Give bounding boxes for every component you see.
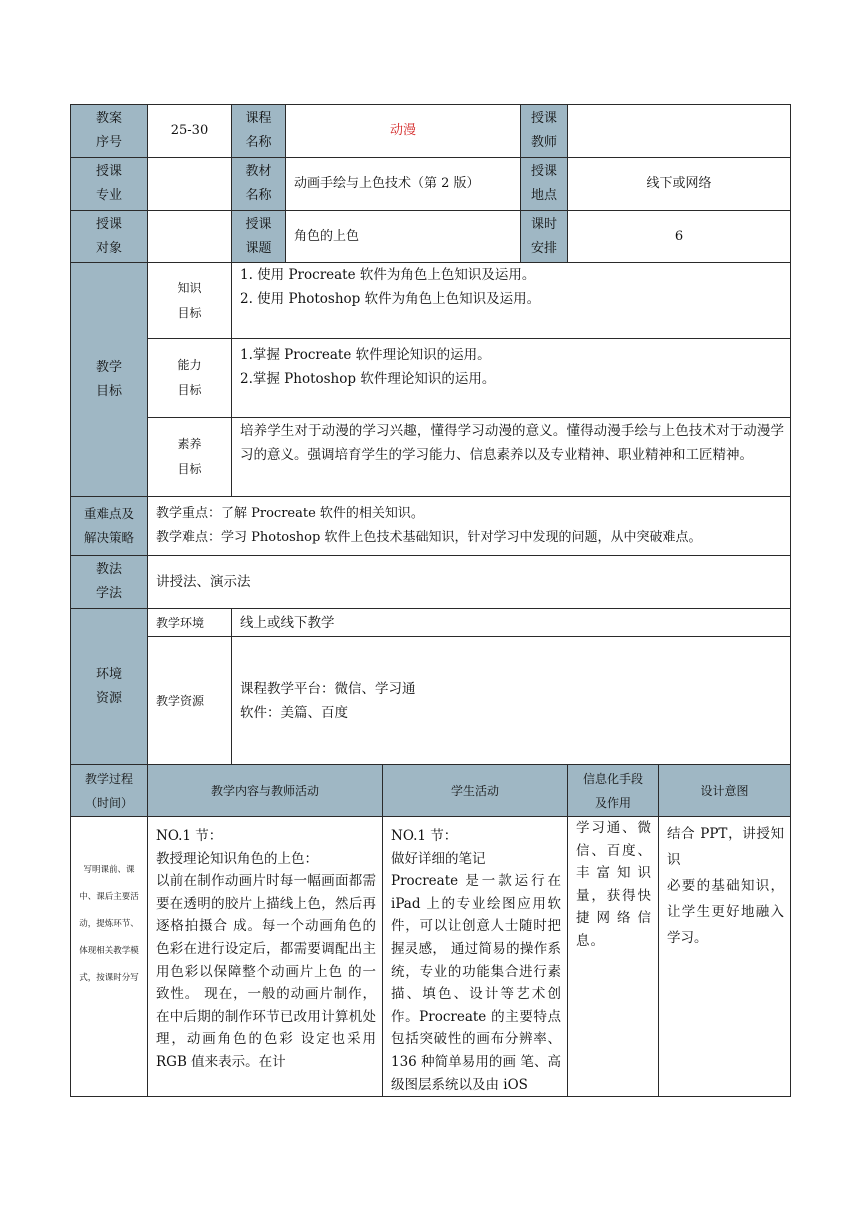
teaching-difficulty: 教学难点：学习 Photoshop 软件上色技术基础知识，针对学习中发现的问题，从中突破难点。 [156, 530, 702, 545]
knowledge-goal-label: 知识 目标 [148, 263, 232, 339]
teacher-activity-header: 教学内容与教师活动 [148, 765, 383, 817]
audience-label: 授课 对象 [71, 211, 148, 263]
hours-label: 课时 安排 [521, 211, 568, 263]
student-activity-line-3: Procreate 是一款运行在 iPad 上的专业绘图应用软件，可以让创意人士随时把握灵感， 通过简易的操作系统，专业的功能集合进行素描、填色、设计等艺术创作。Procreate 的主要特点包括突破性的画布分辨率、136 种简单易用的画 笔、高级图层系统以及由 iOS [391, 873, 562, 1093]
design-intent-line-1: 结合 PPT，讲授知识 [667, 826, 785, 868]
textbook-value: 动画手绘与上色技术（第 2 版） [286, 158, 521, 211]
student-activity-cell [383, 817, 568, 1097]
literacy-goal-label: 素养 目标 [148, 418, 232, 497]
course-name-label: 课程 名称 [232, 105, 286, 158]
ability-goal-text [232, 339, 791, 418]
ability-goal-line-1: 1.掌握 Procreate 软件理论知识的运用。 [240, 347, 491, 363]
teacher-activity-line-2: 教授理论知识角色的上色： [156, 850, 318, 867]
info-means-header: 信息化手段 及作用 [568, 765, 659, 817]
textbook-label: 教材 名称 [232, 158, 286, 211]
knowledge-goal-line-2: 2. 使用 Photoshop 软件为角色上色知识及运用。 [240, 291, 541, 307]
design-intent-cell [659, 817, 791, 1097]
location-label: 授课 地点 [521, 158, 568, 211]
lesson-number-label: 教案 序号 [71, 105, 148, 158]
audience-value [148, 211, 232, 263]
methods-value: 讲授法、演示法 [148, 556, 791, 609]
key-points-text [148, 497, 791, 556]
env-value: 线上或线下教学 [232, 609, 791, 637]
resources-line-1: 课程教学平台：微信、学习通 [240, 680, 416, 697]
key-points-label: 重难点及 解决策略 [71, 497, 148, 556]
ability-goal-line-2: 2.掌握 Photoshop 软件理论知识的运用。 [240, 371, 496, 387]
teacher-label: 授课 教师 [521, 105, 568, 158]
teacher-activity-line-1: NO.1 节： [156, 828, 223, 844]
student-activity-line-2: 做好详细的笔记 [391, 850, 486, 867]
resources-label: 教学资源 [148, 637, 232, 765]
topic-label: 授课 课题 [232, 211, 286, 263]
major-label: 授课 专业 [71, 158, 148, 211]
process-time-header: 教学过程 （时间） [71, 765, 148, 817]
ability-goal-label: 能力 目标 [148, 339, 232, 418]
resources-value [232, 637, 791, 765]
student-activity-header: 学生活动 [383, 765, 568, 817]
teacher-value [568, 105, 791, 158]
lesson-plan-page [70, 104, 790, 1097]
student-activity-line-1: NO.1 节： [391, 828, 458, 844]
major-value [148, 158, 232, 211]
objectives-label: 教学 目标 [71, 263, 148, 497]
time-note: 写明课前、课中、课后主要活动，提炼环节、体现相关教学模式，按课时分写 [71, 817, 148, 1097]
design-intent-header: 设计意图 [659, 765, 791, 817]
teacher-activity-line-3: 以前在制作动画片时每一幅画面都需要在透明的胶片上描线上色，然后再逐格拍摄合 成。每一个动画角色的色彩在进行设定后，都需要调配出主用色彩以保障整个动画片上色 的一致性。 现在，一般的动画片制作，在中后期的制作环节已改用计算机处理，动画角色的色彩 设定也采用 RGB 值来表示。在计 [156, 873, 376, 1070]
teacher-activity-cell [148, 817, 383, 1097]
knowledge-goal-line-1: 1. 使用 Procreate 软件为角色上色知识及运用。 [240, 267, 536, 283]
lesson-plan-table [70, 104, 791, 1097]
environment-label: 环境 资源 [71, 609, 148, 765]
location-value: 线下或网络 [568, 158, 791, 211]
course-name-value: 动漫 [286, 105, 521, 158]
teaching-focus: 教学重点：了解 Procreate 软件的相关知识。 [156, 506, 424, 521]
lesson-number-value: 25-30 [148, 105, 232, 158]
methods-label: 教法 学法 [71, 556, 148, 609]
resources-line-2: 软件：美篇、百度 [240, 704, 348, 721]
env-label: 教学环境 [148, 609, 232, 637]
literacy-goal-text: 培养学生对于动漫的学习兴趣，懂得学习动漫的意义。懂得动漫手绘与上色技术对于动漫学习的意义。强调培育学生的学习能力、信息素养以及专业精神、职业精神和工匠精神。 [232, 418, 791, 497]
info-means-cell: 学习通、微信、百度、丰富知识量，获得快捷网络信息。 [568, 817, 659, 1097]
knowledge-goal-text [232, 263, 791, 339]
topic-value: 角色的上色 [286, 211, 521, 263]
design-intent-line-2: 必要的基础知识，让学生更好地融入学习。 [667, 878, 785, 946]
hours-value: 6 [568, 211, 791, 263]
